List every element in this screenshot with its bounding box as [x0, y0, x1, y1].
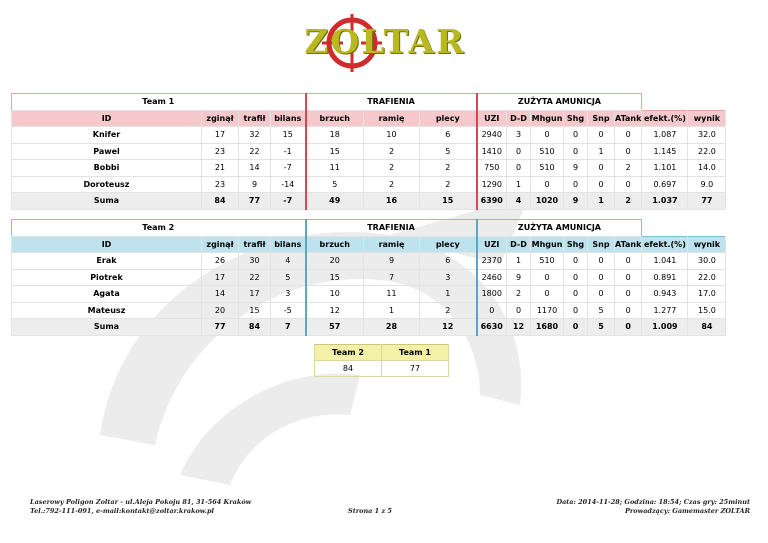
score-summary-table [314, 344, 449, 377]
cell-efekt: 0.943 [642, 286, 688, 303]
cell-dd: 1 [507, 253, 531, 270]
footer-host-line: Prowadzący: Gamemaster ZOLTAR [624, 506, 750, 515]
cell-brzuch: 15 [306, 143, 364, 160]
col-brzuch: brzuch [306, 110, 364, 127]
col-atank: ATank [615, 110, 642, 127]
sum-uzi: 6390 [477, 193, 507, 210]
sum-bilans: -7 [271, 193, 306, 210]
cell-efekt: 1.101 [642, 160, 688, 177]
cell-ramie: 1 [364, 302, 420, 319]
cell-mhgun: 0 [531, 127, 564, 144]
cell-atank: 0 [615, 176, 642, 193]
player-id: Doroteusz [12, 176, 202, 193]
col-dd: D-D [507, 236, 531, 253]
cell-trafil: 17 [239, 286, 271, 303]
cell-zginal: 26 [202, 253, 239, 270]
team1-header-row [12, 110, 726, 127]
cell-ramie: 7 [364, 269, 420, 286]
sum-ramie: 16 [364, 193, 420, 210]
col-mhgun: Mhgun [531, 110, 564, 127]
cell-trafil: 22 [239, 269, 271, 286]
cell-zginal: 14 [202, 286, 239, 303]
col-id: ID [12, 110, 202, 127]
cell-shg: 9 [564, 160, 588, 177]
sum-label: Suma [12, 193, 202, 210]
cell-dd: 0 [507, 143, 531, 160]
cell-plecy: 2 [420, 302, 477, 319]
player-id: Piotrek [12, 269, 202, 286]
summary-value-team2: 84 [315, 361, 382, 377]
col-efekt: efekt.(%) [642, 236, 688, 253]
sum-wynik: 84 [688, 319, 726, 336]
col-efekt: efekt.(%) [642, 110, 688, 127]
col-uzi: UZI [477, 110, 507, 127]
cell-uzi: 1290 [477, 176, 507, 193]
col-mhgun: Mhgun [531, 236, 564, 253]
sum-wynik: 77 [688, 193, 726, 210]
sum-plecy: 12 [420, 319, 477, 336]
sum-efekt: 1.037 [642, 193, 688, 210]
player-id: Mateusz [12, 302, 202, 319]
team2-name: Team 2 [12, 220, 306, 237]
cell-atank: 0 [615, 127, 642, 144]
sum-shg: 9 [564, 193, 588, 210]
col-trafil: trafił [239, 110, 271, 127]
cell-shg: 0 [564, 286, 588, 303]
summary-value-team1: 77 [382, 361, 449, 377]
cell-brzuch: 5 [306, 176, 364, 193]
cell-uzi: 1800 [477, 286, 507, 303]
cell-brzuch: 10 [306, 286, 364, 303]
sum-zginal: 77 [202, 319, 239, 336]
player-id: Agata [12, 286, 202, 303]
cell-wynik: 14.0 [688, 160, 726, 177]
logo-text: ZOLTAR [304, 22, 466, 61]
footer-game-info [556, 498, 750, 515]
footer-date-line: Data: 2014-11-28; Godzina: 18:54; Czas gry: 25minut [556, 498, 750, 506]
cell-wynik: 30.0 [688, 253, 726, 270]
cell-bilans: 3 [271, 286, 306, 303]
cell-zginal: 21 [202, 160, 239, 177]
cell-bilans: -1 [271, 143, 306, 160]
team2-sum-row [12, 319, 726, 336]
cell-bilans: -7 [271, 160, 306, 177]
cell-zginal: 17 [202, 127, 239, 144]
cell-atank: 0 [615, 269, 642, 286]
cell-zginal: 17 [202, 269, 239, 286]
sum-efekt: 1.009 [642, 319, 688, 336]
cell-ramie: 9 [364, 253, 420, 270]
col-ramie: ramię [364, 236, 420, 253]
col-id: ID [12, 236, 202, 253]
cell-plecy: 6 [420, 127, 477, 144]
cell-plecy: 3 [420, 269, 477, 286]
team2-ammo-group: ZUŻYTA AMUNICJA [477, 220, 642, 237]
sum-plecy: 15 [420, 193, 477, 210]
team2-header-row [12, 236, 726, 253]
col-uzi: UZI [477, 236, 507, 253]
col-atank: ATank [615, 236, 642, 253]
sum-snp: 5 [588, 319, 615, 336]
cell-mhgun: 0 [531, 286, 564, 303]
cell-plecy: 5 [420, 143, 477, 160]
cell-trafil: 32 [239, 127, 271, 144]
cell-atank: 0 [615, 253, 642, 270]
col-bilans: bilans [271, 236, 306, 253]
footer-address-line2: Tel.:792-111-091, e-mail:kontakt@zoltar.krakow.pl [30, 506, 215, 515]
summary-header-team1: Team 1 [382, 345, 449, 361]
team1-name: Team 1 [12, 94, 306, 111]
cell-snp: 1 [588, 143, 615, 160]
col-plecy: plecy [420, 236, 477, 253]
sum-label: Suma [12, 319, 202, 336]
cell-trafil: 9 [239, 176, 271, 193]
sum-atank: 0 [615, 319, 642, 336]
cell-mhgun: 0 [531, 176, 564, 193]
cell-trafil: 22 [239, 143, 271, 160]
cell-snp: 0 [588, 160, 615, 177]
col-snp: Snp [588, 236, 615, 253]
cell-zginal: 23 [202, 176, 239, 193]
cell-brzuch: 12 [306, 302, 364, 319]
team2-hits-group: TRAFIENIA [306, 220, 477, 237]
cell-dd: 2 [507, 286, 531, 303]
cell-brzuch: 20 [306, 253, 364, 270]
col-zginal: zginął [202, 236, 239, 253]
sum-trafil: 77 [239, 193, 271, 210]
cell-dd: 0 [507, 160, 531, 177]
cell-shg: 0 [564, 253, 588, 270]
sum-uzi: 6630 [477, 319, 507, 336]
table-row [12, 253, 726, 270]
zoltar-logo [300, 14, 470, 84]
cell-shg: 0 [564, 127, 588, 144]
sum-zginal: 84 [202, 193, 239, 210]
sum-snp: 1 [588, 193, 615, 210]
col-zginal: zginął [202, 110, 239, 127]
col-wynik: wynik [688, 236, 726, 253]
cell-efekt: 1.277 [642, 302, 688, 319]
cell-atank: 0 [615, 302, 642, 319]
cell-plecy: 2 [420, 160, 477, 177]
cell-snp: 5 [588, 302, 615, 319]
player-id: Erak [12, 253, 202, 270]
cell-trafil: 14 [239, 160, 271, 177]
footer-address-line1: Laserowy Poligon Zoltar - ul.Aleja Pokoju 81, 31-564 Kraków [30, 498, 252, 506]
sum-mhgun: 1020 [531, 193, 564, 210]
cell-uzi: 750 [477, 160, 507, 177]
team1-table [11, 93, 726, 210]
table-row [12, 286, 726, 303]
cell-bilans: -14 [271, 176, 306, 193]
sum-trafil: 84 [239, 319, 271, 336]
cell-trafil: 15 [239, 302, 271, 319]
cell-snp: 0 [588, 253, 615, 270]
col-brzuch: brzuch [306, 236, 364, 253]
cell-mhgun: 510 [531, 253, 564, 270]
cell-ramie: 11 [364, 286, 420, 303]
cell-wynik: 22.0 [688, 269, 726, 286]
cell-brzuch: 11 [306, 160, 364, 177]
col-wynik: wynik [688, 110, 726, 127]
cell-mhgun: 510 [531, 143, 564, 160]
sum-atank: 2 [615, 193, 642, 210]
sum-mhgun: 1680 [531, 319, 564, 336]
col-dd: D-D [507, 110, 531, 127]
col-trafil: trafił [239, 236, 271, 253]
col-plecy: plecy [420, 110, 477, 127]
cell-zginal: 20 [202, 302, 239, 319]
table-row [12, 127, 726, 144]
player-id: Pawel [12, 143, 202, 160]
cell-efekt: 1.041 [642, 253, 688, 270]
cell-wynik: 17.0 [688, 286, 726, 303]
footer-address [30, 498, 251, 515]
cell-uzi: 1410 [477, 143, 507, 160]
team1-sum-row [12, 193, 726, 210]
page-number: Strona 1 z 5 [348, 507, 392, 515]
sum-ramie: 28 [364, 319, 420, 336]
cell-wynik: 15.0 [688, 302, 726, 319]
col-shg: Shg [564, 236, 588, 253]
cell-shg: 0 [564, 269, 588, 286]
cell-uzi: 2460 [477, 269, 507, 286]
sum-brzuch: 49 [306, 193, 364, 210]
cell-atank: 2 [615, 160, 642, 177]
cell-efekt: 0.891 [642, 269, 688, 286]
col-bilans: bilans [271, 110, 306, 127]
cell-brzuch: 18 [306, 127, 364, 144]
col-shg: Shg [564, 110, 588, 127]
cell-plecy: 2 [420, 176, 477, 193]
cell-dd: 9 [507, 269, 531, 286]
table-row [12, 143, 726, 160]
cell-bilans: -5 [271, 302, 306, 319]
cell-mhgun: 1170 [531, 302, 564, 319]
cell-trafil: 30 [239, 253, 271, 270]
table-row [12, 160, 726, 177]
team1-hits-group: TRAFIENIA [306, 94, 477, 111]
cell-wynik: 32.0 [688, 127, 726, 144]
player-id: Bobbi [12, 160, 202, 177]
cell-wynik: 22.0 [688, 143, 726, 160]
cell-ramie: 2 [364, 160, 420, 177]
cell-atank: 0 [615, 286, 642, 303]
sum-dd: 12 [507, 319, 531, 336]
cell-snp: 0 [588, 127, 615, 144]
sum-shg: 0 [564, 319, 588, 336]
col-ramie: ramię [364, 110, 420, 127]
cell-shg: 0 [564, 176, 588, 193]
cell-bilans: 4 [271, 253, 306, 270]
cell-dd: 1 [507, 176, 531, 193]
cell-shg: 0 [564, 143, 588, 160]
cell-atank: 0 [615, 143, 642, 160]
cell-efekt: 0.697 [642, 176, 688, 193]
cell-dd: 0 [507, 302, 531, 319]
cell-ramie: 10 [364, 127, 420, 144]
cell-ramie: 2 [364, 143, 420, 160]
cell-uzi: 2940 [477, 127, 507, 144]
sum-bilans: 7 [271, 319, 306, 336]
table-row [12, 302, 726, 319]
cell-dd: 3 [507, 127, 531, 144]
cell-bilans: 15 [271, 127, 306, 144]
cell-plecy: 1 [420, 286, 477, 303]
sum-dd: 4 [507, 193, 531, 210]
cell-ramie: 2 [364, 176, 420, 193]
team2-table [11, 219, 726, 336]
cell-zginal: 23 [202, 143, 239, 160]
summary-header-team2: Team 2 [315, 345, 382, 361]
team1-ammo-group: ZUŻYTA AMUNICJA [477, 94, 642, 111]
col-snp: Snp [588, 110, 615, 127]
table-row [12, 176, 726, 193]
cell-shg: 0 [564, 302, 588, 319]
sum-brzuch: 57 [306, 319, 364, 336]
cell-efekt: 1.087 [642, 127, 688, 144]
cell-brzuch: 15 [306, 269, 364, 286]
table-row [12, 269, 726, 286]
cell-plecy: 6 [420, 253, 477, 270]
cell-mhgun: 510 [531, 160, 564, 177]
cell-uzi: 0 [477, 302, 507, 319]
cell-bilans: 5 [271, 269, 306, 286]
cell-uzi: 2370 [477, 253, 507, 270]
cell-mhgun: 0 [531, 269, 564, 286]
cell-efekt: 1.145 [642, 143, 688, 160]
player-id: Knifer [12, 127, 202, 144]
cell-snp: 0 [588, 286, 615, 303]
cell-snp: 0 [588, 176, 615, 193]
cell-snp: 0 [588, 269, 615, 286]
cell-wynik: 9.0 [688, 176, 726, 193]
